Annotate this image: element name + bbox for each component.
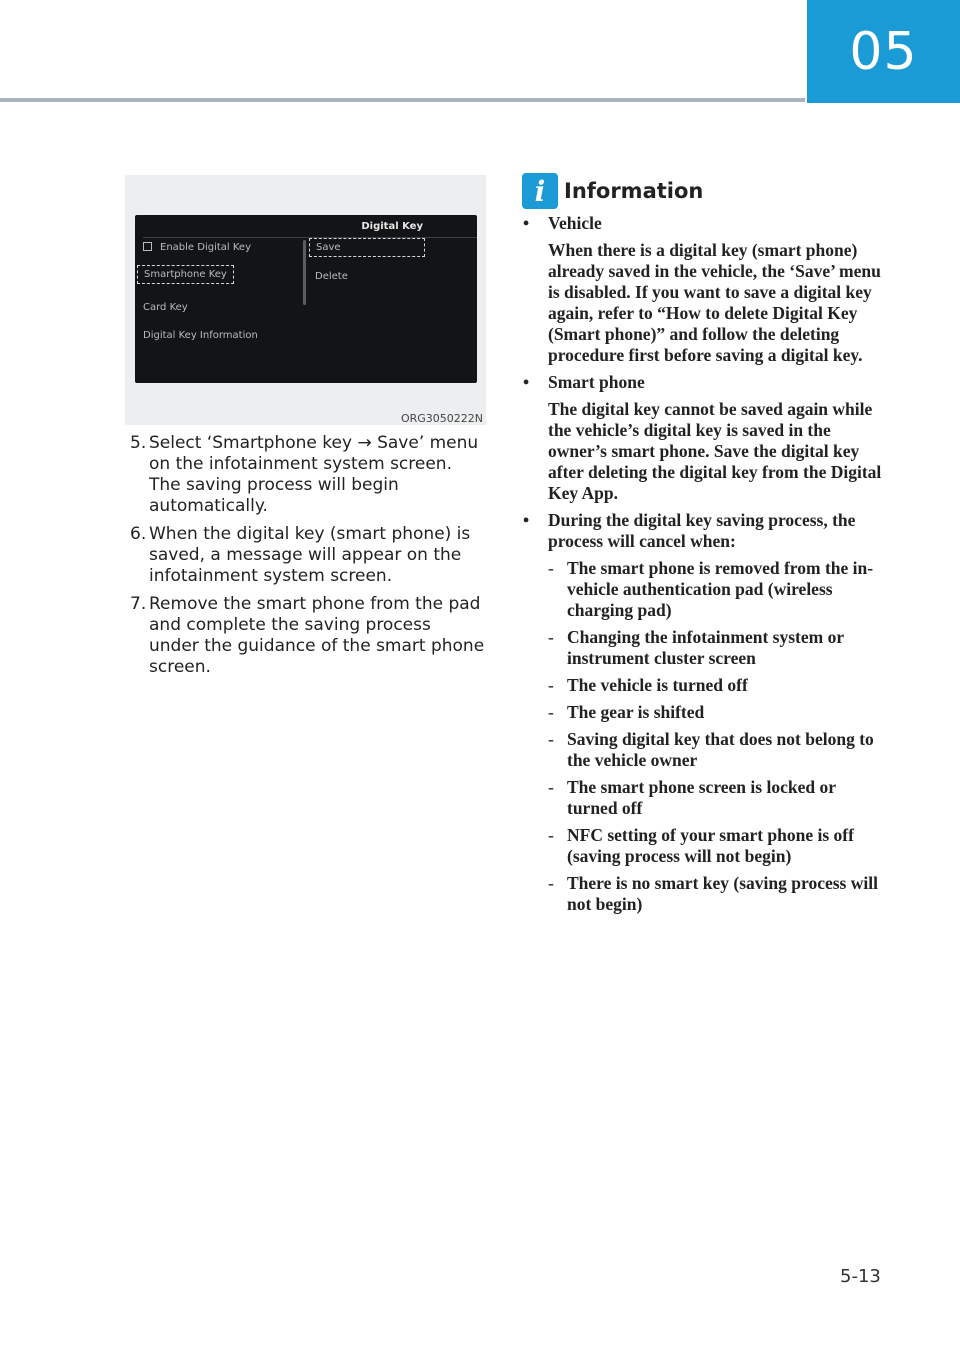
list-item: - The gear is shifted: [548, 702, 705, 722]
bullet-text: The digital key cannot be saved again while the vehicle’s digital key is saved in the owner’s smart phone. Save the digital key after deleting the digital key from the Digital Key App.: [548, 399, 882, 503]
chapter-number: 05: [849, 21, 918, 82]
chapter-tab: [807, 0, 960, 103]
menu-item-card-key: Card Key: [143, 302, 188, 313]
list-item: - Changing the infotainment system or instrument cluster screen: [548, 627, 844, 668]
procedure-steps: [130, 433, 485, 685]
sub-item-delete: Delete: [315, 271, 348, 282]
bullet-vehicle: [523, 213, 888, 366]
infotainment-screen: [135, 215, 477, 383]
information-header: [522, 173, 703, 209]
sub-item-save: Save: [309, 238, 425, 257]
scrollbar: [303, 240, 306, 305]
list-item: - The vehicle is turned off: [548, 675, 748, 695]
bullet-smart-phone: [523, 372, 888, 504]
bullet-heading: Smart phone: [548, 372, 645, 392]
bullet-icon: •: [523, 372, 530, 392]
menu-item-digital-key-information: Digital Key Information: [143, 330, 258, 341]
info-icon: i: [522, 173, 558, 209]
step-5: 5. Select ‘Smartphone key → Save’ menu on the infotainment system screen. The saving process will begin automatically.: [130, 433, 479, 516]
bullet-saving-process: [523, 510, 888, 921]
screen-title: Digital Key: [361, 221, 423, 232]
list-item: - The smart phone is removed from the in-vehicle authentication pad (wireless charging pad): [548, 558, 874, 620]
page-number: 5-13: [840, 1266, 881, 1287]
list-item: - The smart phone screen is locked or turned off: [548, 777, 836, 818]
menu-item-smartphone-key: Smartphone Key: [137, 265, 234, 284]
bullet-icon: •: [523, 510, 530, 530]
cancel-conditions: [548, 558, 888, 915]
information-body: [523, 213, 888, 927]
checkbox-icon: [143, 242, 152, 251]
information-title: Information: [564, 179, 704, 203]
step-7: 7. Remove the smart phone from the pad and complete the saving process under the guidance of the smart phone screen.: [130, 594, 485, 677]
list-item: - NFC setting of your smart phone is off (saving process will not begin): [548, 825, 854, 866]
bullet-icon: •: [523, 213, 530, 233]
figure-caption: ORG3050222N: [400, 412, 483, 425]
header-rule: [0, 98, 805, 102]
figure-panel: [125, 175, 486, 425]
bullet-heading: Vehicle: [548, 213, 602, 233]
list-item: - Saving digital key that does not belong to the vehicle owner: [548, 729, 874, 770]
bullet-heading: During the digital key saving process, the process will cancel when:: [548, 510, 856, 551]
bullet-text: When there is a digital key (smart phone) already saved in the vehicle, the ‘Save’ menu is disabled. If you want to save a digital key again, refer to “How to delete Digital Key (Smart phone)” and follow the deleting procedure first before saving a digital key.: [548, 240, 881, 365]
menu-item-enable-digital-key: Enable Digital Key: [143, 242, 251, 253]
list-item: - There is no smart key (saving process will not begin): [548, 873, 878, 914]
step-6: 6. When the digital key (smart phone) is saved, a message will appear on the infotainment system screen.: [130, 524, 471, 586]
